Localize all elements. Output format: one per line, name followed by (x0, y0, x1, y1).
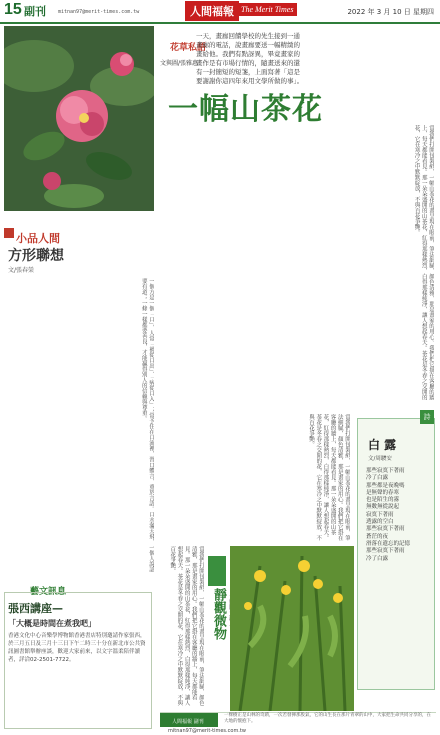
poem-byline: 文/周駿安 (368, 456, 392, 462)
ad-body: 香港文化中心音樂學博物館香港書店特別邀請作家張西，於三月五日及三月十三日下午二時三十分在新北市公共資訊圖書館舉辦座談，歡迎大家前來，以文字溫柔陪伴讀者，詳洽02-2501-7722。 (8, 633, 146, 663)
poem-line: 無數無從說起 (366, 504, 400, 511)
poem-label: 詩 (420, 410, 434, 424)
footer-note: 一棵樹正是山林的奇蹟，一次若發揮那股氣，它的山生長在那片青翠的山中，大家把生命共同分享的，在大地的懷抱下。 (224, 713, 431, 724)
footer-email[interactable]: mitnan97@merit-times.com.tw (168, 728, 246, 734)
feature-kicker: 花草私語 (170, 43, 207, 53)
issue-date: 2022 年 3 月 10 日 星期四 (347, 8, 434, 16)
poem-line: 滑落在遺忘的記憶 (366, 540, 411, 547)
ad-subtitle: 「大概是時間在煮我吧」 (8, 619, 96, 628)
poem-lines (366, 468, 432, 563)
essay2-tag-box (208, 556, 226, 586)
poem-line: 也是陌生的霧 (366, 497, 400, 504)
column-tag: 小品人間 (16, 232, 60, 245)
footer-brand: 人間福報 副刊 (172, 719, 204, 725)
poem-line: 透露的空白 (366, 519, 394, 526)
poem-line: 那些寂寞下著雨 (366, 526, 405, 533)
poem-line: 冷了白露 (366, 555, 389, 562)
camellia-photo (4, 26, 154, 211)
header-url[interactable]: mitnan97@merit-times.com.tw (58, 9, 140, 15)
feature-continuation: 當我們打開包裝紙，一幅山茶花的畫呈現在眼前，筆法細膩，顏色清雅，那是畫家的用心。我們把它掛在客廳的牆上，每天都能看見。那一朵朵盛開的山茶花，紅得那樣熱烈，白得那樣純淨，讓人想起春天。茶花是冬春之交開的花，它在寒冷之中默默綻放，不與百花爭艷。 (307, 414, 350, 541)
feature-title: 一幅山茶花 (168, 92, 323, 127)
poem-line: 是無聲的春寒 (366, 489, 400, 496)
column-body: 一個方是一個「口」，人常「禍從口出」、「病從口入」；常予住在口流裡，習口體言，重於言語。口水滿天飛，一個人說話要有道；一條一樣都要善良，才能贏得別人的信賴與尊重。 (140, 278, 154, 573)
poem-line: 那些寂寞下著雨 (366, 468, 405, 474)
poem-title: 白 露 (368, 438, 397, 452)
brand-logo-en: The Merit Times (237, 3, 297, 16)
section-name: 副刊 (24, 5, 46, 18)
camellia-illustration (4, 26, 154, 211)
column-tag-marker (4, 228, 14, 238)
brand-logo: 人間福報 (185, 1, 239, 21)
page-number: 15 (4, 1, 22, 18)
essay2-title: 靜觀微物 (211, 588, 226, 640)
yellow-flowers-photo (230, 546, 354, 711)
column-title: 方形聯想 (8, 248, 64, 264)
poem-line: 冷了白露 (366, 475, 389, 482)
ad-header: 藝文訊息 (30, 587, 67, 597)
poem-line: 蒼茫的夜 (366, 533, 389, 540)
poem-line: 寂寞下著雨 (366, 511, 394, 518)
feature-body: 當我們打開包裝紙，一幅山茶花的畫呈現在眼前，筆法細膩，顏色清雅，那是畫家的用心。我們把它掛在客廳的牆上，每天都能看見。那一朵朵盛開的山茶花，紅得那樣熱烈，白得那樣純淨，讓人想起春天。茶花是冬春之交開的花，它在寒冷之中默默綻放，不與百花爭艷。 (413, 125, 434, 400)
ad-title: 張西講座— (8, 602, 63, 615)
poem-line: 那些都是夜晚嗎 (366, 482, 405, 489)
feature-lede: 一天，畫廊回饋學校的先生接到一通畫廊的電話，說畫廊要送一幅精緻的畫給他。我們有點訝異，畢竟畫家的畫作是有市場行情的，隨畫送來的還有一封簡短的短箋，上面寫著「這是要謝謝你這四年來用文學所做的事」。 (196, 32, 304, 85)
poem-line: 那些寂寞下著雨 (366, 548, 405, 555)
yellow-flowers-illustration (230, 546, 354, 711)
essay2-body: 當我們打開包裝紙，一幅山茶花的畫呈現在眼前，筆法細膩，顏色清雅，那是畫家的用心。我們把它掛在客廳的牆上，每天都能看見。那一朵朵盛開的山茶花，紅得那樣熱烈，白得那樣純淨，讓人想起春天。茶花是冬春之交開的花，它在寒冷之中默默綻放，不與百花爭艷。 (169, 546, 204, 706)
feature-byline: 文與圖/張雅惠 (160, 60, 199, 67)
column-byline: 文/張春榮 (8, 267, 35, 274)
